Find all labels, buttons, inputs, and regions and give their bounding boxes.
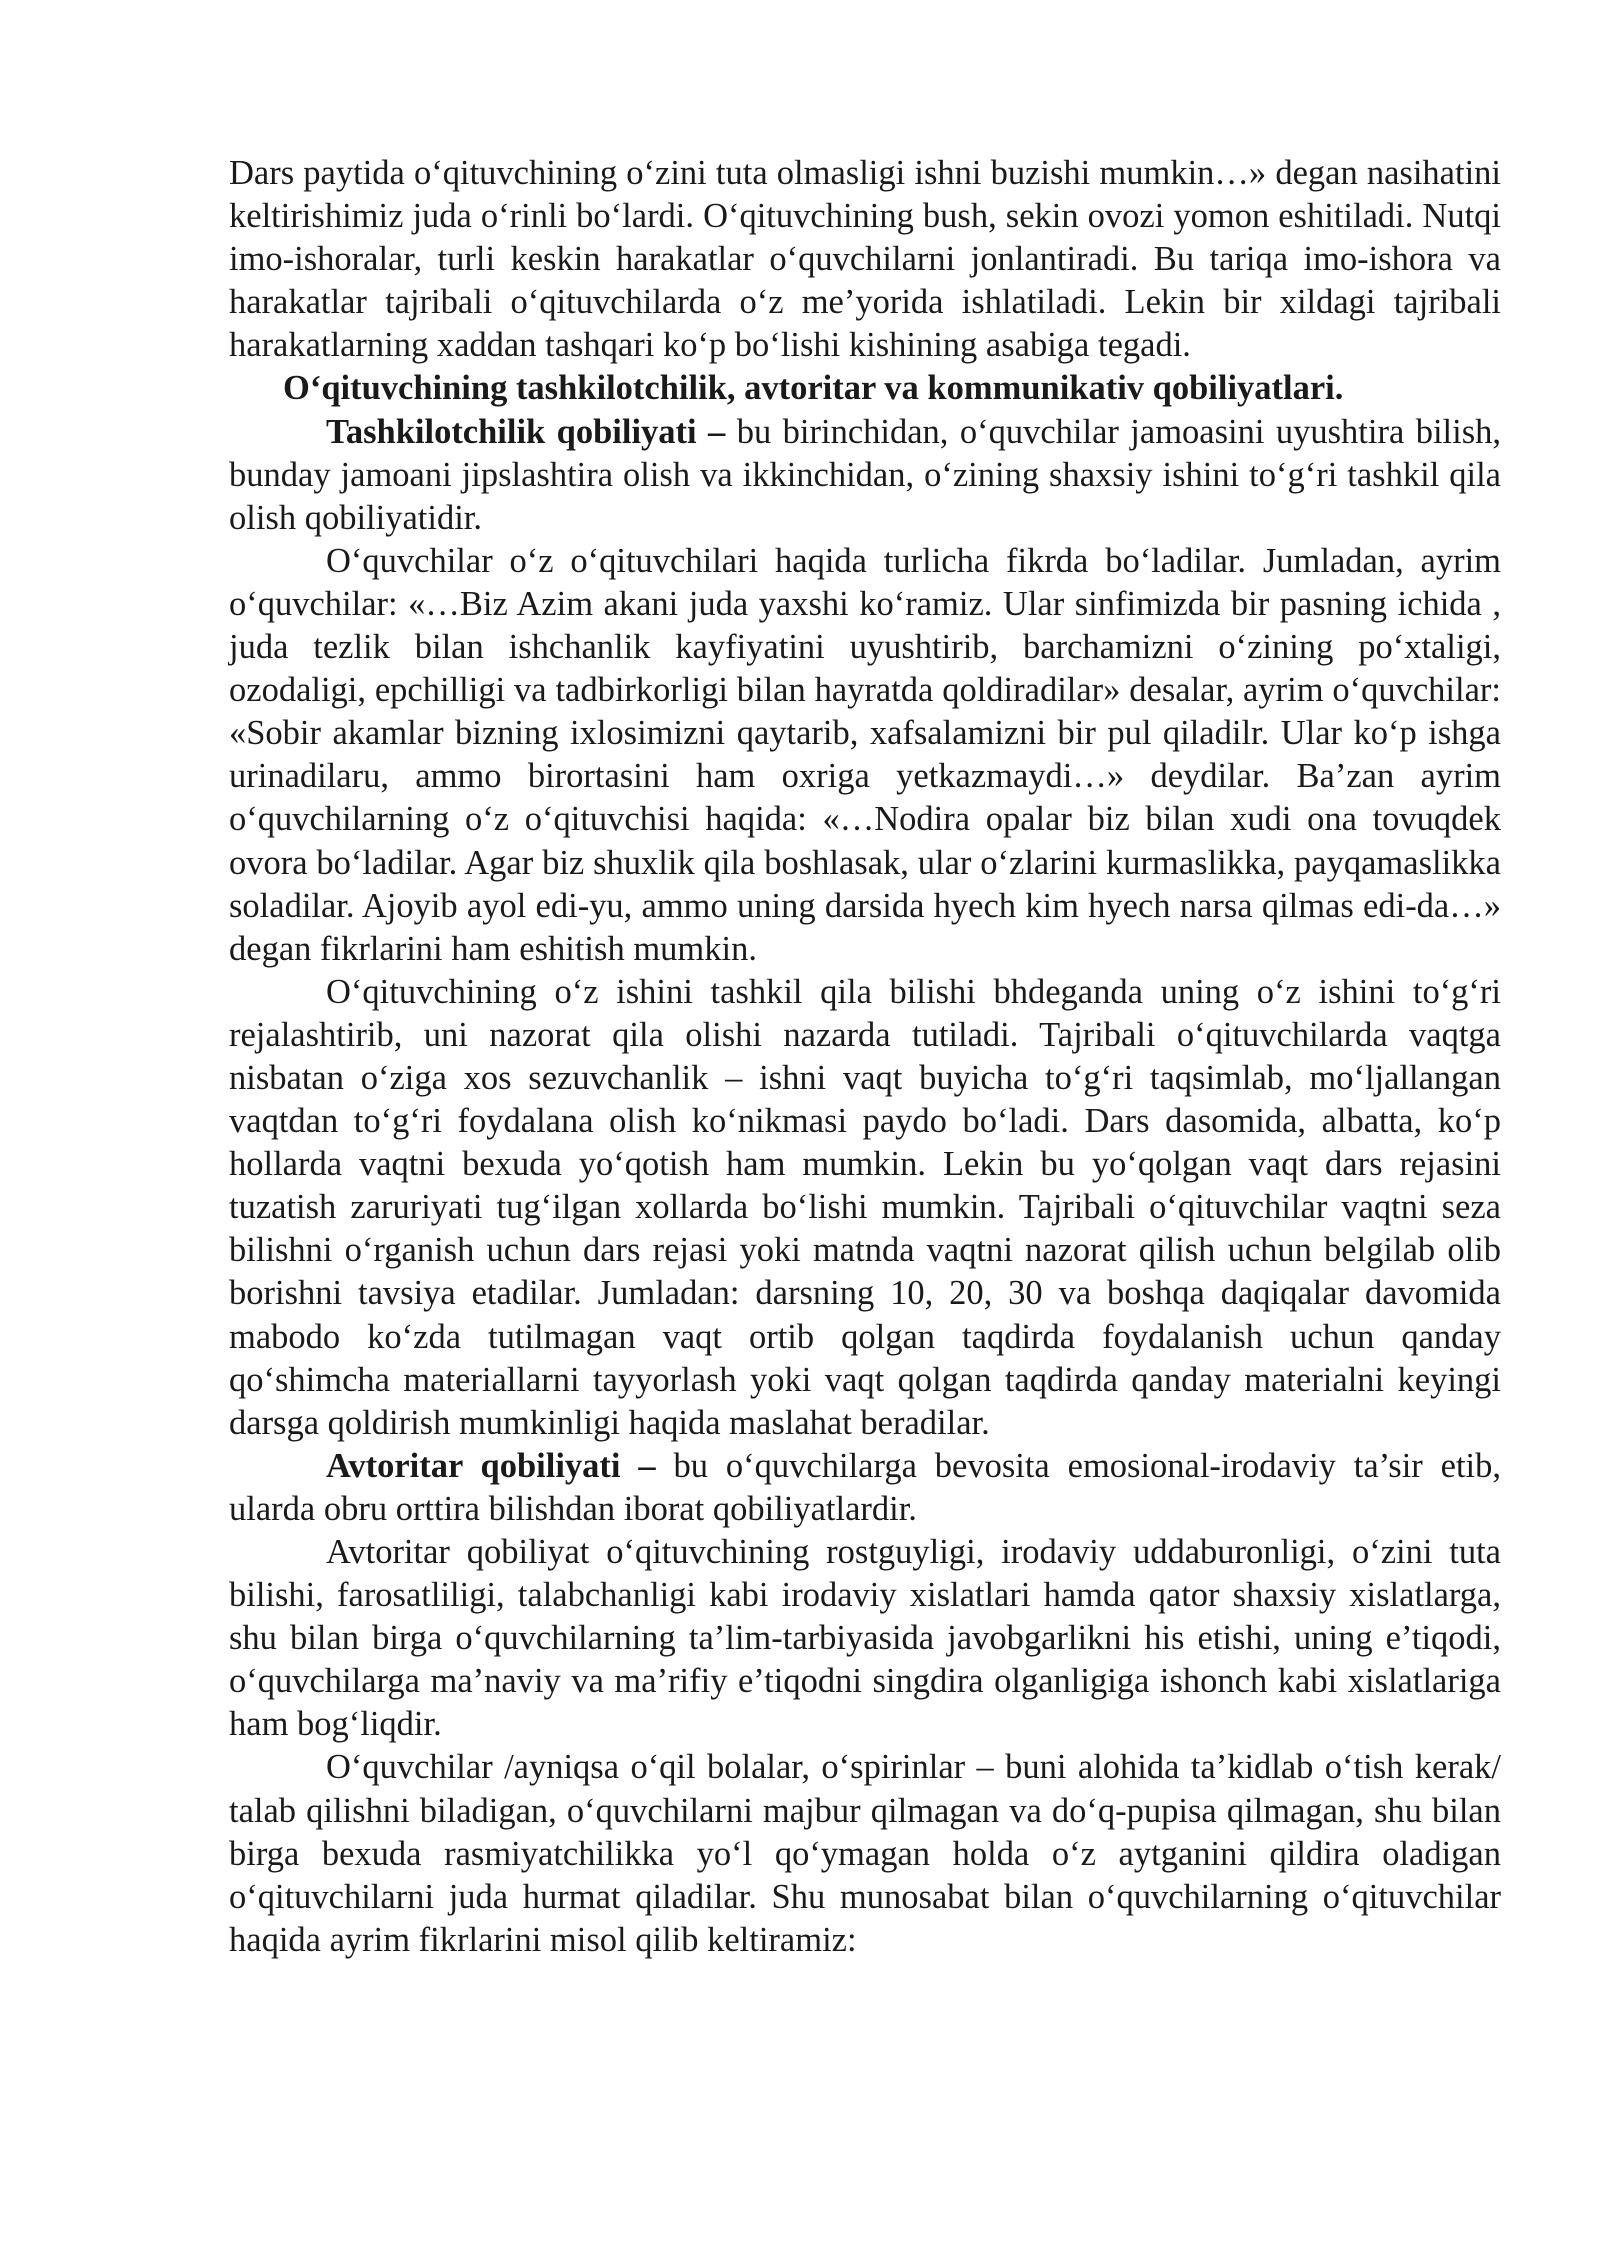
paragraph-authority-traits: Avtoritar qobiliyat o‘qituvchining rostguyligi, irodaviy uddaburonligi, o‘zini tuta bilishi, farosatliligi, talabchanligi kabi irodaviy xislatlari hamda qator shaxsiy xislatlarga, shu bilan birga o‘quvchilarning ta’lim-tarbiyasida javobgarlikni his etishi, uning e’tiqodi, o‘quvchilarga ma’naviy va ma’rifiy e’tiqodni singdira olganligiga ishonch kabi xislatlariga ham bog‘liqdir. <box>229 1533 1501 1744</box>
paragraph-authoritative-ability <box>229 1445 1501 1531</box>
definition-organizational-ability: bu birinchidan, o‘quvchilar jamoasini uyushtira bilish, bunday jamoani jipslashtira olish va ikkinchidan, o‘zining shaxsiy ishini to‘g‘ri tashkil qila olish qobiliyatidir. <box>229 412 1501 537</box>
definition-authoritative-ability: bu o‘quvchilarga bevosita emosional-irodaviy ta’sir etib, ularda obru orttira bilishdan iborat qobiliyatlardir. <box>229 1446 1502 1528</box>
paragraph-student-opinions: O‘quvchilar o‘z o‘qituvchilari haqida turlicha fikrda bo‘ladilar. Jumladan, ayrim o‘quvchilar: «…Biz Azim akani juda yaxshi ko‘ramiz. Ular sinfimizda bir pasning ichida , juda tezlik bilan ishchanlik kayfiyatini uyushtirib, barchamizni o‘zining po‘xtaligi, ozodaligi, epchilligi va tadbirkorligi bilan hayratda qoldiradilar» desalar, ayrim o‘quvchilar: «Sobir akamlar bizning ixlosimizni qaytarib, xafsalamizni bir pul qiladilr. Ular ko‘p ishga urinadilaru, ammo birortasini ham oxriga yetkazmaydi…» deydilar. Ba’zan ayrim o‘quvchilarning o‘z o‘qituvchisi haqida: «…Nodira opalar biz bilan xudi ona tovuqdek ovora bo‘ladilar. Agar biz shuxlik qila boshlasak, ular o‘zlarini kurmaslikka, payqamaslikka soladilar. Ajoyib ayol edi-yu, ammo uning darsida hyech kim hyech narsa qilmas edi-da…» degan fikrlarini ham eshitish mumkin. <box>229 541 1501 968</box>
paragraph-student-respect: O‘quvchilar /ayniqsa o‘qil bolalar, o‘spirinlar – buni alohida ta’kidlab o‘tish kerak/ talab qilishni biladigan, o‘quvchilarni majbur qilmagan va do‘q-pupisa qilmagan, shu bilan birga bexuda rasmiyatchilikka yo‘l qo‘ymagan holda o‘z aytganini qildira oladigan o‘qituvchilarni juda hurmat qiladilar. Shu munosabat bilan o‘quvchilarning o‘qituvchilar haqida ayrim fikrlarini misol qilib keltiramiz: <box>229 1748 1501 1959</box>
document-page <box>229 152 1501 1962</box>
paragraph-organizational-ability <box>229 411 1501 540</box>
paragraph-time-management: O‘qituvchining o‘z ishini tashkil qila bilishi bhdeganda uning o‘z ishini to‘g‘ri rejalashtirib, uni nazorat qila olishi nazarda tutiladi. Tajribali o‘qituvchilarda vaqtga nisbatan o‘ziga xos sezuvchanlik – ishni vaqt buyicha to‘g‘ri taqsimlab, mo‘ljallangan vaqtdan to‘g‘ri foydalana olish ko‘nikmasi paydo bo‘ladi. Dars dasomida, albatta, ko‘p hollarda vaqtni bexuda yo‘qotish ham mumkin. Lekin bu yo‘qolgan vaqt dars rejasini tuzatish zaruriyati tug‘ilgan xollarda bo‘lishi mumkin. Tajribali o‘qituvchilar vaqtni seza bilishni o‘rganish uchun dars rejasi yoki matnda vaqtni nazorat qilish uchun belgilab olib borishni tavsiya etadilar. Jumladan: darsning 10, 20, 30 va boshqa daqiqalar davomida mabodo ko‘zda tutilmagan vaqt ortib qolgan taqdirda foydalanish uchun qanday qo‘shimcha materiallarni tayyorlash yoki vaqt qolgan taqdirda qanday materialni keyingi darsga qoldirish mumkinligi haqida maslahat beradilar. <box>229 972 1501 1442</box>
section-heading: O‘qituvchining tashkilotchilik, avtoritar va kommunikativ qobiliyatlari. <box>283 369 1344 408</box>
paragraph-intro: Dars paytida o‘qituvchining o‘zini tuta olmasligi ishni buzishi mumkin…» degan nasihatini keltirishimiz juda o‘rinli bo‘lardi. O‘qituvchining bush, sekin ovozi yomon eshitiladi. Nutqi imo-ishoralar, turli keskin harakatlar o‘quvchilarni jonlantiradi. Bu tariqa imo-ishora va harakatlar tajribali o‘qituvchilarda o‘z me’yorida ishlatiladi. Lekin bir xildagi tajribali harakatlarning xaddan tashqari ko‘p bo‘lishi kishining asabiga tegadi. <box>229 154 1501 365</box>
term-authoritative-ability: Avtoritar qobiliyati – <box>326 1446 656 1485</box>
term-organizational-ability: Tashkilotchilik qobiliyati – <box>326 412 726 451</box>
